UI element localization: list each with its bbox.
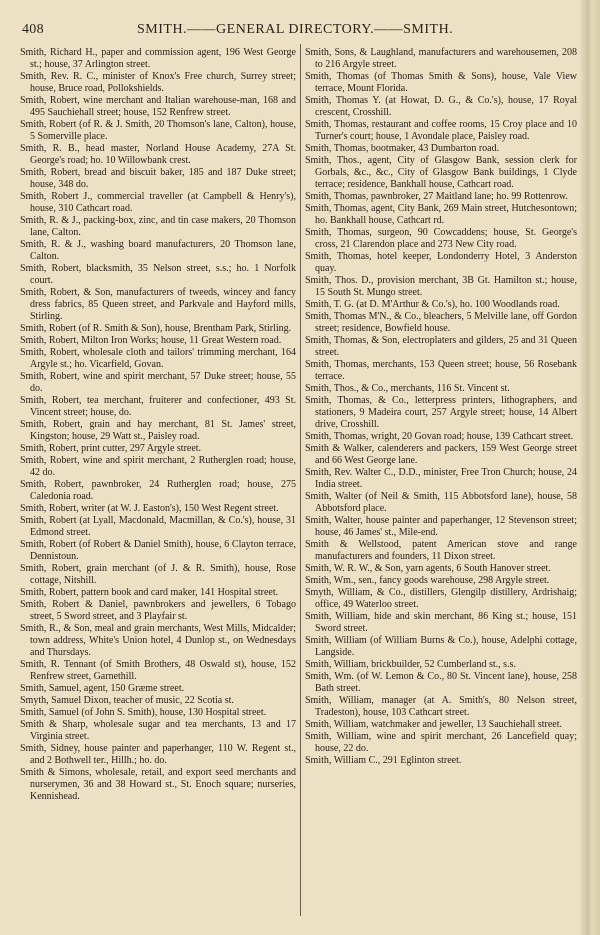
directory-entry: Smith, Robert, blacksmith, 35 Nelson street, s.s.; ho. 1 Norfolk court. — [20, 263, 296, 286]
directory-entry: Smith, Robert (of Robert & Daniel Smith), house, 6 Clayton terrace, Dennistoun. — [20, 539, 296, 562]
directory-entry: Smith, Thomas, restaurant and coffee rooms, 15 Croy place and 10 Turner's court; house, 1 Avondale place, Paisley road. — [305, 119, 577, 142]
directory-entry: Smith, R. & J., packing-box, zinc, and tin case makers, 20 Thomson lane, Calton. — [20, 215, 296, 238]
directory-entry: Smith, Thomas, hotel keeper, Londonderry Hotel, 3 Anderston quay. — [305, 251, 577, 274]
directory-entry: Smith, Samuel (of John S. Smith), house, 130 Hospital street. — [20, 707, 267, 718]
directory-entry: Smith, Robert (at Lyall, Macdonald, Macmillan, & Co.'s), house, 31 Edmond street. — [20, 515, 296, 538]
directory-entry: Smith, William, manager (at A. Smith's, 80 Nelson street, Tradeston), house, 103 Cathcart street. — [305, 695, 577, 718]
page-number: 408 — [22, 22, 44, 37]
right-column — [305, 47, 577, 767]
directory-entry: Smith, Robert, bread and biscuit baker, 185 and 187 Duke street; house, 348 do. — [20, 167, 296, 190]
directory-entry: Smith, Robert, wine merchant and Italian warehouse-man, 168 and 495 Sauchiehall street; house, 152 Renfrew street. — [20, 95, 296, 118]
directory-entry: Smith, Thomas (of Thomas Smith & Sons), house, Vale View terrace, Mount Florida. — [305, 71, 577, 94]
directory-entry: Smith, Robert (of R. & J. Smith, 20 Thomson's lane, Calton), house, 5 Somerville place. — [20, 119, 296, 142]
directory-entry: Smith, Robert, pattern book and card maker, 141 Hospital street. — [20, 587, 279, 598]
directory-entry: Smyth, William, & Co., distillers, Glengilp distillery, Ardrishaig; office, 49 Waterloo street. — [305, 587, 577, 610]
directory-entry: Smith, William, wine and spirit merchant, 26 Lancefield quay; house, 22 do. — [305, 731, 577, 754]
directory-entry: Smith & Wellstood, patent American stove and range manufacturers and founders, 11 Dixon street. — [305, 539, 577, 562]
directory-entry: Smith, Robert, writer (at W. J. Easton's), 150 West Regent street. — [20, 503, 279, 514]
directory-entry: Smith, Thomas, agent, City Bank, 269 Main street, Hutchesontown; ho. Bankhall house, Cathcart rd. — [305, 203, 577, 226]
directory-entry: Smith & Simons, wholesale, retail, and export seed merchants and nurserymen, 36 and 38 Howard st., St. Enoch square; nurseries, Kennishead. — [20, 767, 296, 802]
directory-entry: Smith, Richard H., paper and commission agent, 196 West George st.; house, 37 Arlington street. — [20, 47, 296, 70]
directory-entry: Smith, Robert, grain merchant (of J. & R. Smith), house, Rose cottage, Nitshill. — [20, 563, 296, 586]
directory-entry: Smith, Thomas, merchants, 153 Queen street; house, 56 Rosebank terrace. — [305, 359, 577, 382]
directory-entry: Smith, Robert & Daniel, pawnbrokers and jewellers, 6 Tobago street, 5 Sword street, and 3 Playfair st. — [20, 599, 296, 622]
directory-entry: Smith, William C., 291 Eglinton street. — [305, 755, 462, 766]
directory-entry: Smith, Robert, grain and hay merchant, 81 St. James' street, Kingston; house, 29 Watt st., Paisley road. — [20, 419, 296, 442]
directory-entry: Smith, Thos., & Co., merchants, 116 St. Vincent st. — [305, 383, 510, 394]
directory-entry: Smith, Thomas, bootmaker, 43 Dumbarton road. — [305, 143, 500, 154]
directory-entry: Smith & Sharp, wholesale sugar and tea merchants, 13 and 17 Virginia street. — [20, 719, 296, 742]
left-column — [20, 47, 296, 803]
directory-entry: Smith, Rev. R. C., minister of Knox's Free church, Surrey street; house, Bruce road, Pollokshields. — [20, 71, 296, 94]
directory-entry: Smith, William, hide and skin merchant, 86 King st.; house, 151 Sword street. — [305, 611, 577, 634]
directory-entry: Smith, Robert, Milton Iron Works; house, 11 Great Western road. — [20, 335, 282, 346]
directory-entry: Smyth, Samuel Dixon, teacher of music, 22 Scotia st. — [20, 695, 234, 706]
directory-entry: Smith, Thomas, surgeon, 90 Cowcaddens; house, St. George's cross, 21 Clarendon place and 273 New City road. — [305, 227, 577, 250]
directory-entry: Smith, R. B., head master, Norland House Academy, 27A St. George's road; ho. 10 Willowbank crest. — [20, 143, 296, 166]
directory-entry: Smith, Thos., agent, City of Glasgow Bank, session clerk for Gorbals, &c., &c., City of Glasgow Bank buildings, 1 Clyde terrace; residence, Bankhall house, Cathcart road. — [305, 155, 577, 190]
directory-entry: Smith, R. & J., washing board manufacturers, 20 Thomson lane, Calton. — [20, 239, 296, 262]
running-title: SMITH.——GENERAL DIRECTORY.——SMITH. — [137, 22, 454, 37]
column-divider — [300, 44, 301, 916]
directory-entry: Smith, Thomas M'N., & Co., bleachers, 5 Melville lane, off Gordon street; residence, Bowfield house. — [305, 311, 577, 334]
directory-entry: Smith, Thomas Y. (at Howat, D. G., & Co.'s), house, 17 Royal crescent, Crosshill. — [305, 95, 577, 118]
book-binding-edge — [587, 0, 600, 935]
page-header — [22, 22, 582, 40]
directory-entry: Smith, R. Tennant (of Smith Brothers, 48 Oswald st), house, 152 Renfrew street, Garnethill. — [20, 659, 296, 682]
directory-entry: Smith, W. R. W., & Son, yarn agents, 6 South Hanover street. — [305, 563, 551, 574]
directory-entry: Smith, Wm., sen., fancy goods warehouse, 298 Argyle street. — [305, 575, 550, 586]
directory-entry: Smith, William, brickbuilder, 52 Cumberland st., s.s. — [305, 659, 516, 670]
directory-entry: Smith, Robert J., commercial traveller (at Campbell & Henry's), house, 310 Cathcart road. — [20, 191, 296, 214]
directory-entry: Smith, Robert, & Son, manufacturers of tweeds, wincey and fancy dress fabrics, 85 Queen street, and Parkvale and Hayford mills, Stirling. — [20, 287, 296, 322]
directory-entry: Smith, William (of William Burns & Co.), house, Adelphi cottage, Langside. — [305, 635, 577, 658]
directory-entry: Smith, Sidney, house painter and paperhanger, 110 W. Regent st., and 2 Bothwell ter., Hillh.; ho. do. — [20, 743, 296, 766]
directory-entry: Smith, Robert, wine and spirit merchant, 57 Duke street; house, 55 do. — [20, 371, 296, 394]
directory-entry: Smith, William, watchmaker and jeweller, 13 Sauchiehall street. — [305, 719, 562, 730]
directory-entry: Smith, Robert, wholesale cloth and tailors' trimming merchant, 164 Argyle st.; ho. Vicarfield, Govan. — [20, 347, 296, 370]
directory-entry: Smith, Rev. Walter C., D.D., minister, Free Tron Church; house, 24 India street. — [305, 467, 577, 490]
directory-entry: Smith, Thos. D., provision merchant, 3B Gt. Hamilton st.; house, 15 South St. Mungo street. — [305, 275, 577, 298]
directory-entry: Smith, Robert, wine and spirit merchant, 2 Rutherglen road; house, 42 do. — [20, 455, 296, 478]
directory-entry: Smith, Robert (of R. Smith & Son), house, Brentham Park, Stirling. — [20, 323, 292, 334]
directory-entry: Smith, Walter (of Neil & Smith, 115 Abbotsford lane), house, 58 Abbotsford place. — [305, 491, 577, 514]
directory-entry: Smith, Robert, pawnbroker, 24 Rutherglen road; house, 275 Caledonia road. — [20, 479, 296, 502]
directory-entry: Smith, Thomas, wright, 20 Govan road; house, 139 Cathcart street. — [305, 431, 574, 442]
gutter-shadow — [579, 0, 587, 935]
directory-entry: Smith & Walker, calenderers and packers, 159 West George street and 66 West George lane. — [305, 443, 577, 466]
directory-entry: Smith, Wm. (of W. Lemon & Co., 80 St. Vincent lane), house, 258 Bath street. — [305, 671, 577, 694]
directory-entry: Smith, Thomas, pawnbroker, 27 Maitland lane; ho. 99 Rottenrow. — [305, 191, 568, 202]
directory-entry: Smith, Thomas, & Son, electroplaters and gilders, 25 and 31 Queen street. — [305, 335, 577, 358]
directory-entry: Smith, Thomas, & Co., letterpress printers, lithographers, and stationers, 9 Madeira court, 257 Argyle street; house, 14 Albert drive, Crosshill. — [305, 395, 577, 430]
directory-entry: Smith, Walter, house painter and paperhanger, 12 Stevenson street; house, 46 James' st., Mile-end. — [305, 515, 577, 538]
directory-entry: Smith, Robert, print cutter, 297 Argyle street. — [20, 443, 202, 454]
directory-entry: Smith, Samuel, agent, 150 Græme street. — [20, 683, 185, 694]
directory-entry: Smith, T. G. (at D. M'Arthur & Co.'s), ho. 100 Woodlands road. — [305, 299, 560, 310]
directory-entry: Smith, Robert, tea merchant, fruiterer and confectioner, 493 St. Vincent street; house, do. — [20, 395, 296, 418]
directory-entry: Smith, R., & Son, meal and grain merchants, West Mills, Midcalder; town address, White's Union hotel, 4 Dunlop st., on Wednesdays and Thursdays. — [20, 623, 296, 658]
directory-entry: Smith, Sons, & Laughland, manufacturers and warehousemen, 208 to 216 Argyle street. — [305, 47, 577, 70]
